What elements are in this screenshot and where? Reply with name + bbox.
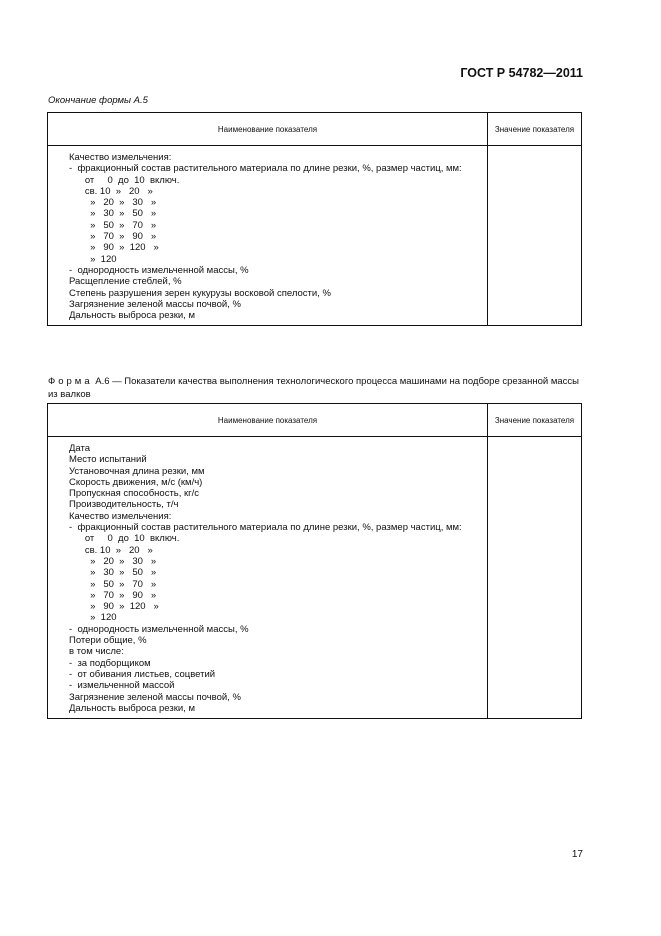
indicator-row: Установочная длина резки, мм bbox=[69, 465, 205, 477]
column-header-name: Наименование показателя bbox=[48, 113, 488, 146]
form-a5-caption: Окончание формы А.5 bbox=[48, 95, 148, 106]
indicator-row: Загрязнение зеленой массы почвой, % bbox=[69, 691, 241, 703]
indicator-row: Расщепление стеблей, % bbox=[69, 276, 182, 288]
indicator-row: » 90 » 120 » bbox=[69, 242, 159, 254]
indicator-row: - фракционный состав растительного материала по длине резки, %, размер частиц, мм: bbox=[69, 163, 462, 175]
form-a6-caption-prefix: Форма bbox=[48, 376, 93, 387]
indicator-row: Дата bbox=[69, 443, 91, 454]
indicator-row: - фракционный состав растительного материала по длине резки, %, размер частиц, мм: bbox=[69, 522, 462, 534]
indicator-row: » 30 » 50 » bbox=[69, 567, 157, 579]
indicator-row: от 0 до 10 включ. bbox=[69, 174, 180, 186]
indicator-row: » 90 » 120 » bbox=[69, 601, 159, 613]
form-a5-header-row bbox=[48, 113, 582, 146]
indicator-row: Дальность выброса резки, м bbox=[69, 702, 195, 714]
indicator-row: » 50 » 70 » bbox=[69, 219, 157, 231]
indicator-row: Место испытаний bbox=[69, 454, 147, 466]
indicator-row: » 120 bbox=[69, 612, 117, 624]
indicator-row: Качество измельчения: bbox=[69, 510, 172, 522]
column-header-value: Значение показателя bbox=[488, 404, 582, 437]
form-a6-caption bbox=[48, 375, 582, 401]
indicator-row: - измельченной массой bbox=[69, 680, 175, 692]
indicator-row: - от обивания листьев, соцветий bbox=[69, 668, 216, 680]
form-a5-table bbox=[47, 112, 582, 326]
indicator-row: - однородность измельченной массы, % bbox=[69, 623, 249, 635]
indicator-row: св. 10 » 20 » bbox=[69, 544, 153, 556]
indicator-row: в том числе: bbox=[69, 646, 124, 658]
document-code: ГОСТ Р 54782—2011 bbox=[460, 66, 583, 80]
indicator-row: Скорость движения, м/с (км/ч) bbox=[69, 476, 203, 488]
indicator-row: » 20 » 30 » bbox=[69, 555, 157, 567]
form-a5-body-row bbox=[48, 146, 582, 326]
indicator-row: » 20 » 30 » bbox=[69, 197, 157, 209]
page-number: 17 bbox=[571, 849, 583, 860]
column-header-value: Значение показателя bbox=[488, 113, 582, 146]
form-a6-value-cell bbox=[488, 437, 582, 719]
indicator-row: Производительность, т/ч bbox=[69, 499, 179, 511]
form-a6-caption-text: А.6 — Показатели качества выполнения технологического процесса машинами на подборе срезанной массы из валков bbox=[48, 376, 579, 400]
indicator-row: Загрязнение зеленой массы почвой, % bbox=[69, 298, 241, 310]
column-header-name: Наименование показателя bbox=[48, 404, 488, 437]
indicator-row: Качество измельчения: bbox=[69, 152, 172, 163]
indicator-row: - за подборщиком bbox=[69, 657, 151, 669]
indicator-row: » 70 » 90 » bbox=[69, 231, 157, 243]
indicator-row: » 30 » 50 » bbox=[69, 208, 157, 220]
indicator-row: Потери общие, % bbox=[69, 635, 147, 647]
form-a6-header-row bbox=[48, 404, 582, 437]
indicator-row: - однородность измельченной массы, % bbox=[69, 264, 249, 276]
indicator-row: Дальность выброса резки, м bbox=[69, 310, 195, 322]
form-a6-table bbox=[47, 403, 582, 719]
indicator-row: » 70 » 90 » bbox=[69, 589, 157, 601]
indicator-row: » 50 » 70 » bbox=[69, 578, 157, 590]
form-a6-indicator-list bbox=[48, 437, 488, 719]
form-a5-indicator-list bbox=[48, 146, 488, 326]
indicator-row: Степень разрушения зерен кукурузы восковой спелости, % bbox=[69, 287, 331, 299]
indicator-row: » 120 bbox=[69, 253, 117, 265]
indicator-row: Пропускная способность, кг/с bbox=[69, 488, 200, 500]
indicator-row: св. 10 » 20 » bbox=[69, 185, 153, 197]
indicator-row: от 0 до 10 включ. bbox=[69, 533, 180, 545]
form-a5-value-cell bbox=[488, 146, 582, 326]
form-a6-body-row bbox=[48, 437, 582, 719]
